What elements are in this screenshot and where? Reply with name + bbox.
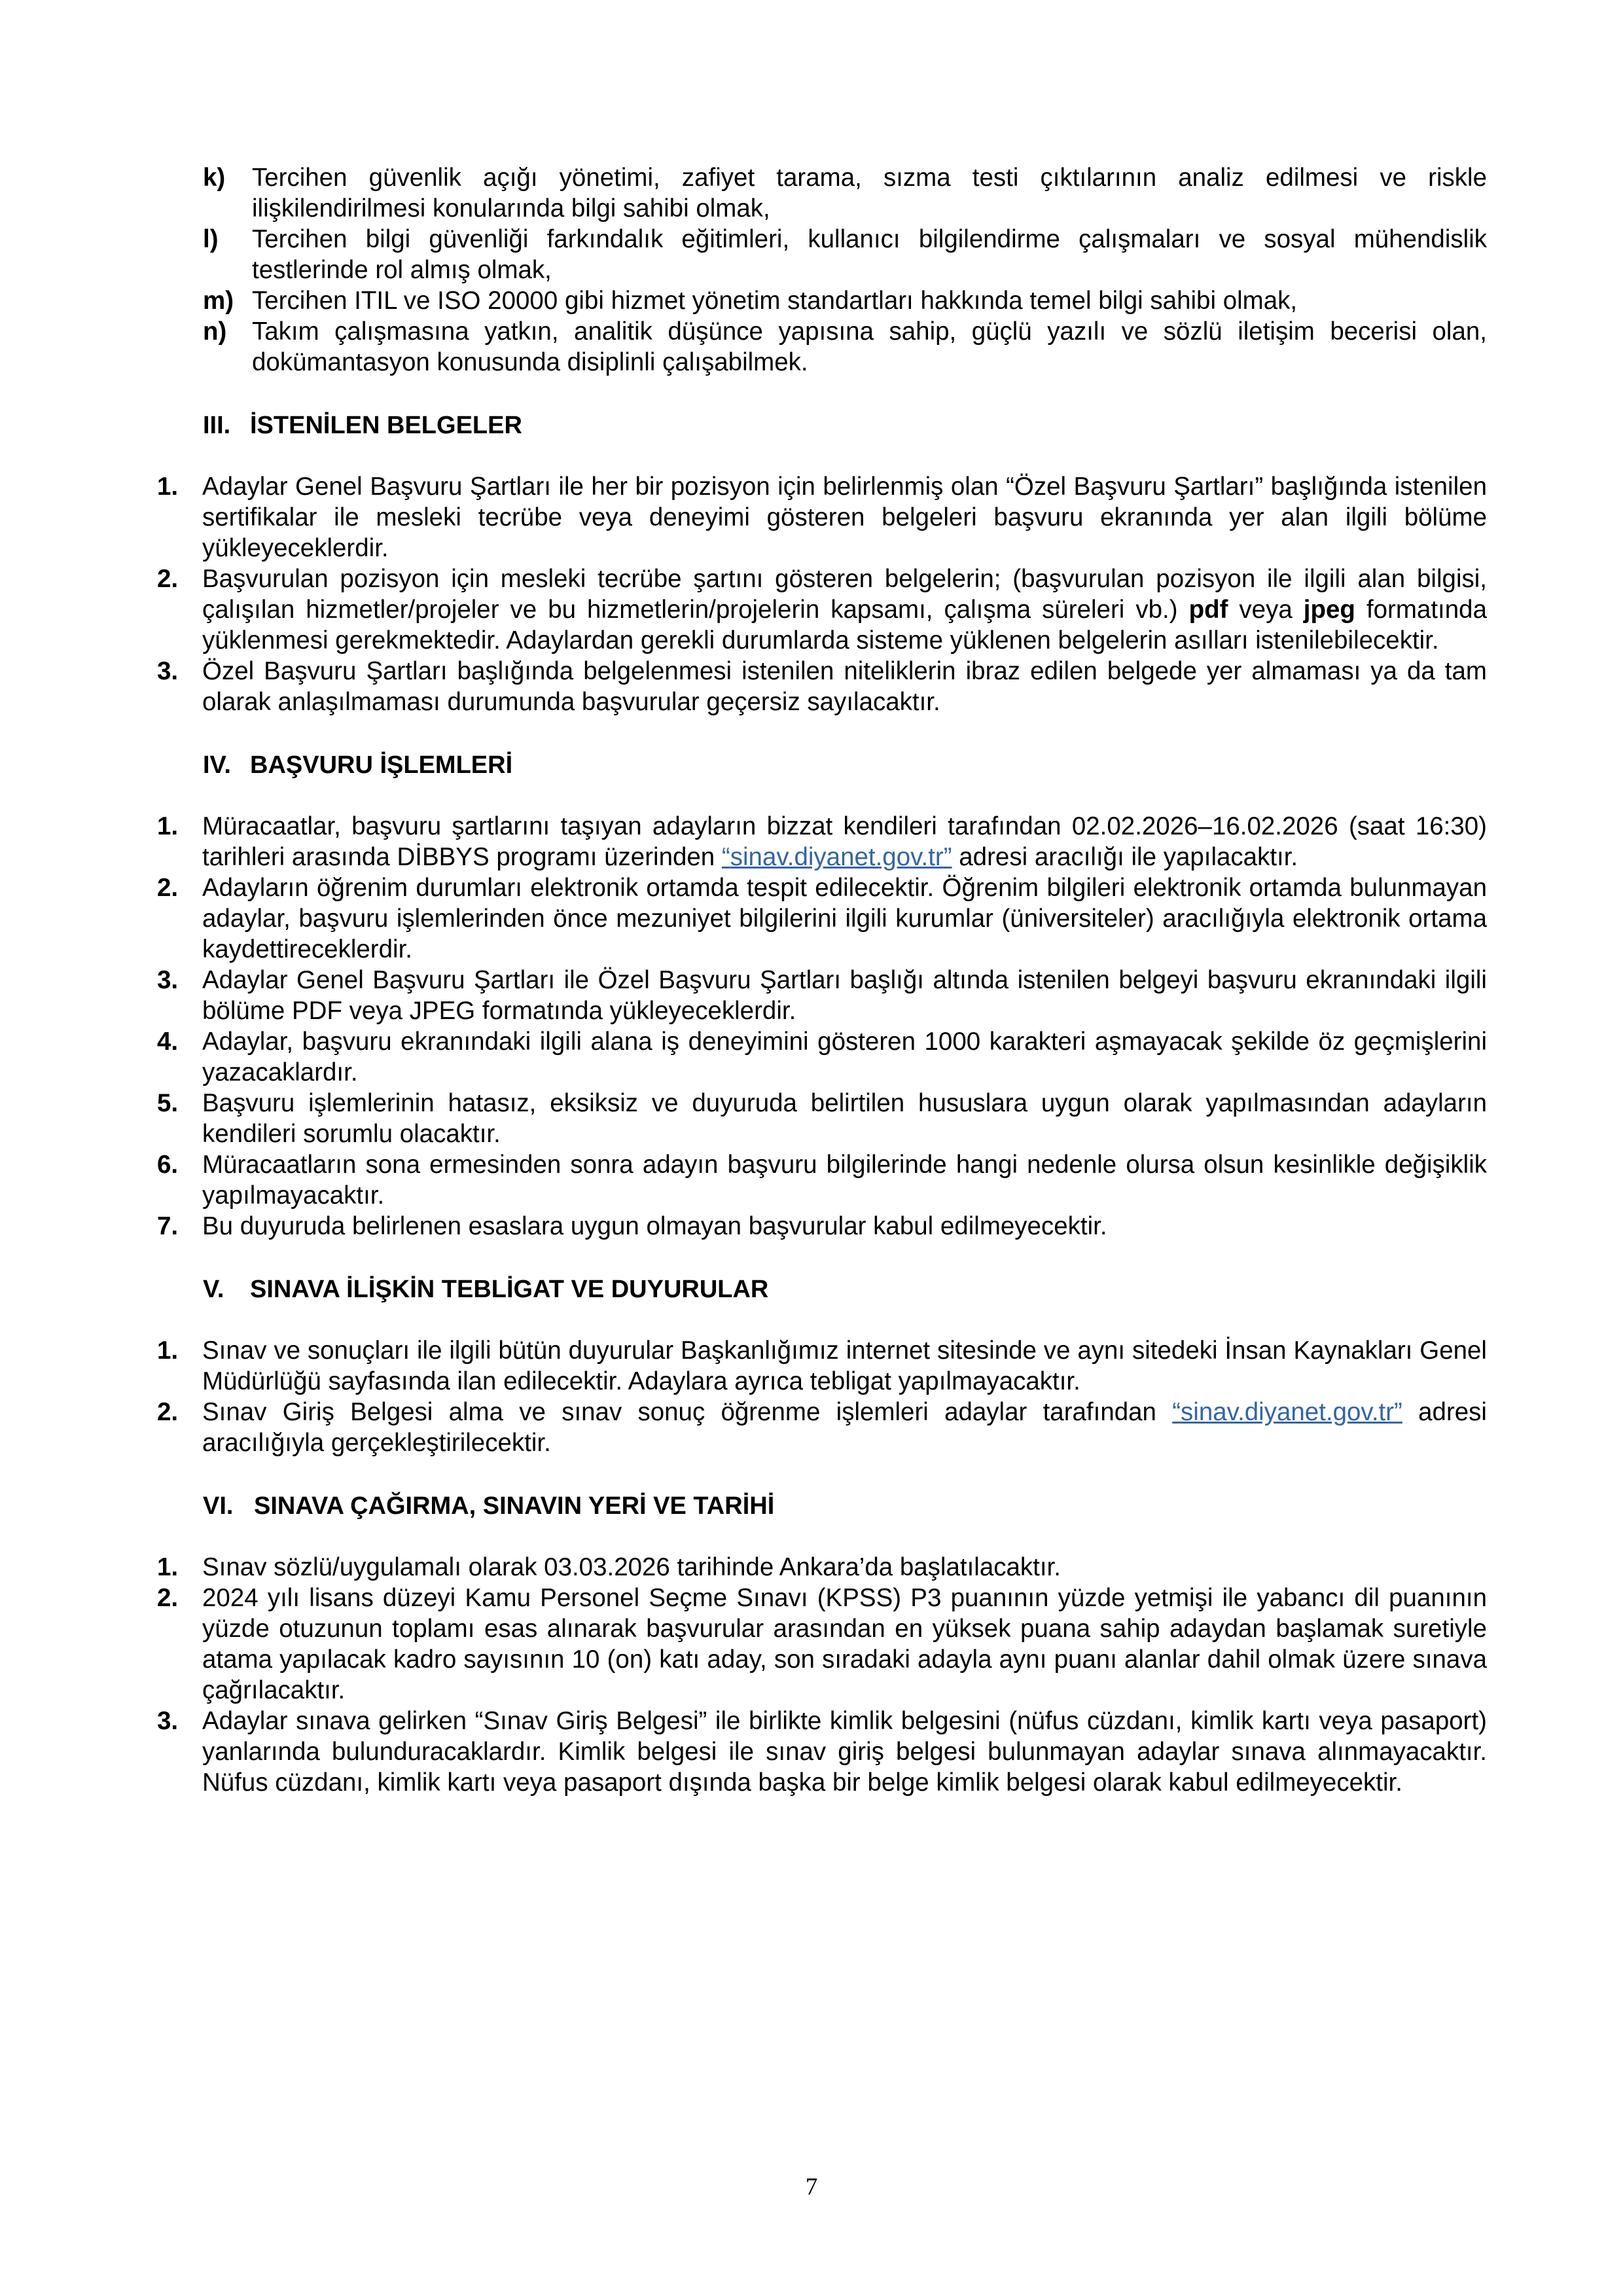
format-pdf-bold: pdf (1188, 596, 1228, 624)
list-item (157, 1149, 1487, 1211)
section-title: SINAVA ÇAĞIRMA, SINAVIN YERİ VE TARİHİ (254, 1492, 775, 1520)
text-run: formatında yüklenmesi gerekmektedir. Adaylardan gerekli durumlarda sisteme yüklenen belgelerin asılları istenilebilecektir. (202, 596, 1487, 655)
list-item (157, 1397, 1487, 1458)
list-marker: 3. (157, 966, 179, 994)
section-heading-3 (203, 412, 1487, 440)
text-run: Sınav Giriş Belgesi alma ve sınav sonuç öğrenme işlemleri adaylar tarafından (202, 1398, 1173, 1426)
list-marker: 2. (157, 565, 179, 593)
list-text: Bu duyuruda belirlenen esaslara uygun olmayan başvurular kabul edilmeyecektir. (202, 1212, 1107, 1240)
list-item (203, 224, 1487, 285)
qualifications-lettered-list (203, 162, 1487, 378)
list-item (157, 872, 1487, 965)
list-marker: 2. (157, 1584, 179, 1612)
list-item (157, 1088, 1487, 1149)
list-text (202, 564, 1487, 656)
list-marker: 1. (157, 1553, 179, 1581)
list-text: Adaylar Genel Başvuru Şartları ile her bir pozisyon için belirlenmiş olan “Özel Başvuru Şartları” başlığında istenilen sertifikalar ile mesleki tecrübe veya deneyimi gösteren belgeleri başvuru ekranında yer alan ilgili bölüme yükleyeceklerdir. (202, 473, 1487, 562)
section-4-list (157, 811, 1487, 1242)
list-text: Adayların öğrenim durumları elektronik ortamda tespit edilecektir. Öğrenim bilgileri elektronik ortamda bulunmayan adaylar, başvuru işlemlerinden önce mezuniyet bilgilerini ilgili kurumlar (üniversiteler) aracılığıyla elektronik ortama kaydettireceklerdir. (202, 874, 1487, 963)
section-5-list (157, 1335, 1487, 1458)
list-item (203, 316, 1487, 378)
section-numeral: IV. (203, 751, 231, 779)
page-number: 7 (805, 2174, 818, 2200)
close-quote: ” (943, 843, 952, 871)
list-text: Müracaatların sona ermesinden sonra adayın başvuru bilgilerinde hangi nedenle olursa olsun kesinlikle değişiklik yapılmayacaktır. (202, 1151, 1487, 1210)
list-item (157, 1552, 1487, 1583)
page-content (157, 162, 1487, 1798)
section-6-list (157, 1552, 1487, 1798)
list-marker: 4. (157, 1028, 179, 1056)
section-numeral: III. (203, 412, 231, 439)
open-quote: “ (721, 843, 730, 871)
list-text: Sınav sözlü/uygulamalı olarak 03.03.2026 tarihinde Ankara’da başlatılacaktır. (202, 1553, 1061, 1581)
list-text: Takım çalışmasına yatkın, analitik düşünce yapısına sahip, güçlü yazılı ve sözlü iletişim becerisi olan, dokümantasyon konusunda disiplinli çalışabilmek. (252, 317, 1487, 376)
list-item (157, 811, 1487, 872)
list-item (157, 1026, 1487, 1088)
list-item (157, 1335, 1487, 1397)
list-item (157, 965, 1487, 1026)
text-run: veya (1228, 596, 1304, 624)
spacer (203, 1520, 1487, 1552)
spacer (203, 440, 1487, 471)
list-marker: m) (203, 287, 234, 315)
list-item (157, 471, 1487, 564)
list-marker: 1. (157, 473, 179, 501)
list-item (157, 1211, 1487, 1242)
section-title: BAŞVURU İŞLEMLERİ (250, 751, 513, 779)
list-text: Başvuru işlemlerinin hatasız, eksiksiz ve duyuruda belirtilen hususlara uygun olarak yapılmasından adayların kendileri sorumlu olacaktır. (202, 1089, 1487, 1148)
list-text: Tercihen güvenlik açığı yönetimi, zafiyet tarama, sızma testi çıktılarının analiz edilmesi ve riskle ilişkilendirilmesi konularında bilgi sahibi olmak, (252, 164, 1487, 223)
list-marker: 6. (157, 1151, 179, 1179)
list-text: Tercihen ITIL ve ISO 20000 gibi hizmet yönetim standartları hakkında temel bilgi sahibi olmak, (252, 287, 1298, 315)
section-3-list (157, 471, 1487, 717)
list-item (203, 285, 1487, 316)
spacer (203, 1458, 1487, 1492)
section-numeral: V. (203, 1276, 224, 1303)
list-marker: 3. (157, 657, 179, 685)
text-run: adresi aracılığıyla gerçekleştirilecektir. (202, 1398, 1487, 1457)
spacer (203, 1242, 1487, 1276)
list-text (202, 811, 1487, 872)
list-text: Tercihen bilgi güvenliği farkındalık eğitimleri, kullanıcı bilgilendirme çalışmaları ve sosyal mühendislik testlerinde rol almış olmak, (252, 225, 1487, 284)
list-marker: 5. (157, 1089, 179, 1117)
list-item (157, 1583, 1487, 1706)
list-text: Sınav ve sonuçları ile ilgili bütün duyurular Başkanlığımız internet sitesinde ve aynı sitedeki İnsan Kaynakları Genel Müdürlüğü sayfasında ilan edilecektir. Adaylara ayrıca tebligat yapılmayacaktır. (202, 1336, 1487, 1395)
list-marker: 7. (157, 1212, 179, 1240)
open-quote: “ (1172, 1398, 1181, 1426)
sinav-diyanet-link[interactable]: sinav.diyanet.gov.tr (1181, 1398, 1395, 1426)
close-quote: ” (1394, 1398, 1402, 1426)
list-text: 2024 yılı lisans düzeyi Kamu Personel Seçme Sınavı (KPSS) P3 puanının yüzde yetmişi ile yabancı dil puanının yüzde otuzunun toplamı esas alınarak başvurular arasından en yüksek puana sahip adaydan başlamak suretiyle atama yapılacak kadro sayısının 10 (on) katı aday, son sıradaki adayla aynı puanı alanlar dahil olmak üzere sınava çağrılacaktır. (202, 1584, 1487, 1704)
section-heading-6 (203, 1492, 1487, 1520)
format-jpeg-bold: jpeg (1303, 596, 1355, 624)
list-marker: 1. (157, 1336, 179, 1365)
section-heading-4 (203, 751, 1487, 780)
spacer (203, 717, 1487, 751)
spacer (203, 378, 1487, 412)
list-marker: 3. (157, 1707, 179, 1735)
spacer (203, 780, 1487, 811)
list-marker: 1. (157, 812, 179, 840)
text-run: Müracaatlar, başvuru şartlarını taşıyan adayların bizzat kendileri tarafından 02.02.2026–16.02.2026 (saat 16:30) tarihleri arasında DİBBYS programı üzerinden (202, 812, 1487, 871)
section-title: İSTENİLEN BELGELER (250, 412, 522, 439)
list-marker: 2. (157, 1398, 179, 1426)
section-title: SINAVA İLİŞKİN TEBLİGAT VE DUYURULAR (250, 1276, 769, 1303)
list-item (157, 564, 1487, 656)
list-item (157, 656, 1487, 717)
list-marker: l) (203, 225, 219, 253)
section-numeral: VI. (203, 1492, 234, 1520)
list-marker: n) (203, 317, 227, 346)
list-marker: 2. (157, 874, 179, 902)
list-text: Özel Başvuru Şartları başlığında belgelenmesi istenilen niteliklerin ibraz edilen belgede yer almaması ya da tam olarak anlaşılmaması durumunda başvurular geçersiz sayılacaktır. (202, 657, 1487, 716)
sinav-diyanet-link[interactable]: sinav.diyanet.gov.tr (730, 843, 944, 871)
list-text (202, 1397, 1487, 1458)
text-run: adresi aracılığı ile yapılacaktır. (952, 843, 1298, 871)
list-text: Adaylar, başvuru ekranındaki ilgili alana iş deneyimini gösteren 1000 karakteri aşmayacak şekilde öz geçmişlerini yazacaklardır. (202, 1028, 1487, 1086)
section-heading-5 (203, 1276, 1487, 1304)
text-run: Başvurulan pozisyon için mesleki tecrübe şartını gösteren belgelerin; (başvurulan pozisyon ile ilgili alan bilgisi, çalışılan hizmetler/projeler ve bu hizmetlerin/projelerin kapsamı, çalışma süreleri vb.) (202, 565, 1487, 624)
list-marker: k) (203, 164, 226, 192)
list-item (203, 162, 1487, 224)
list-text: Adaylar sınava gelirken “Sınav Giriş Belgesi” ile birlikte kimlik belgesini (nüfus cüzdanı, kimlik kartı veya pasaport) yanlarında bulunduracaklardır. Kimlik belgesi ile sınav giriş belgesi bulunmayan adaylar sınava alınmayacaktır. Nüfus cüzdanı, kimlik kartı veya pasaport dışında başka bir belge kimlik belgesi olarak kabul edilmeyecektir. (202, 1707, 1487, 1797)
list-item (157, 1706, 1487, 1798)
spacer (203, 1304, 1487, 1335)
list-text: Adaylar Genel Başvuru Şartları ile Özel Başvuru Şartları başlığı altında istenilen belgeyi başvuru ekranındaki ilgili bölüme PDF veya JPEG formatında yükleyeceklerdir. (202, 966, 1487, 1025)
